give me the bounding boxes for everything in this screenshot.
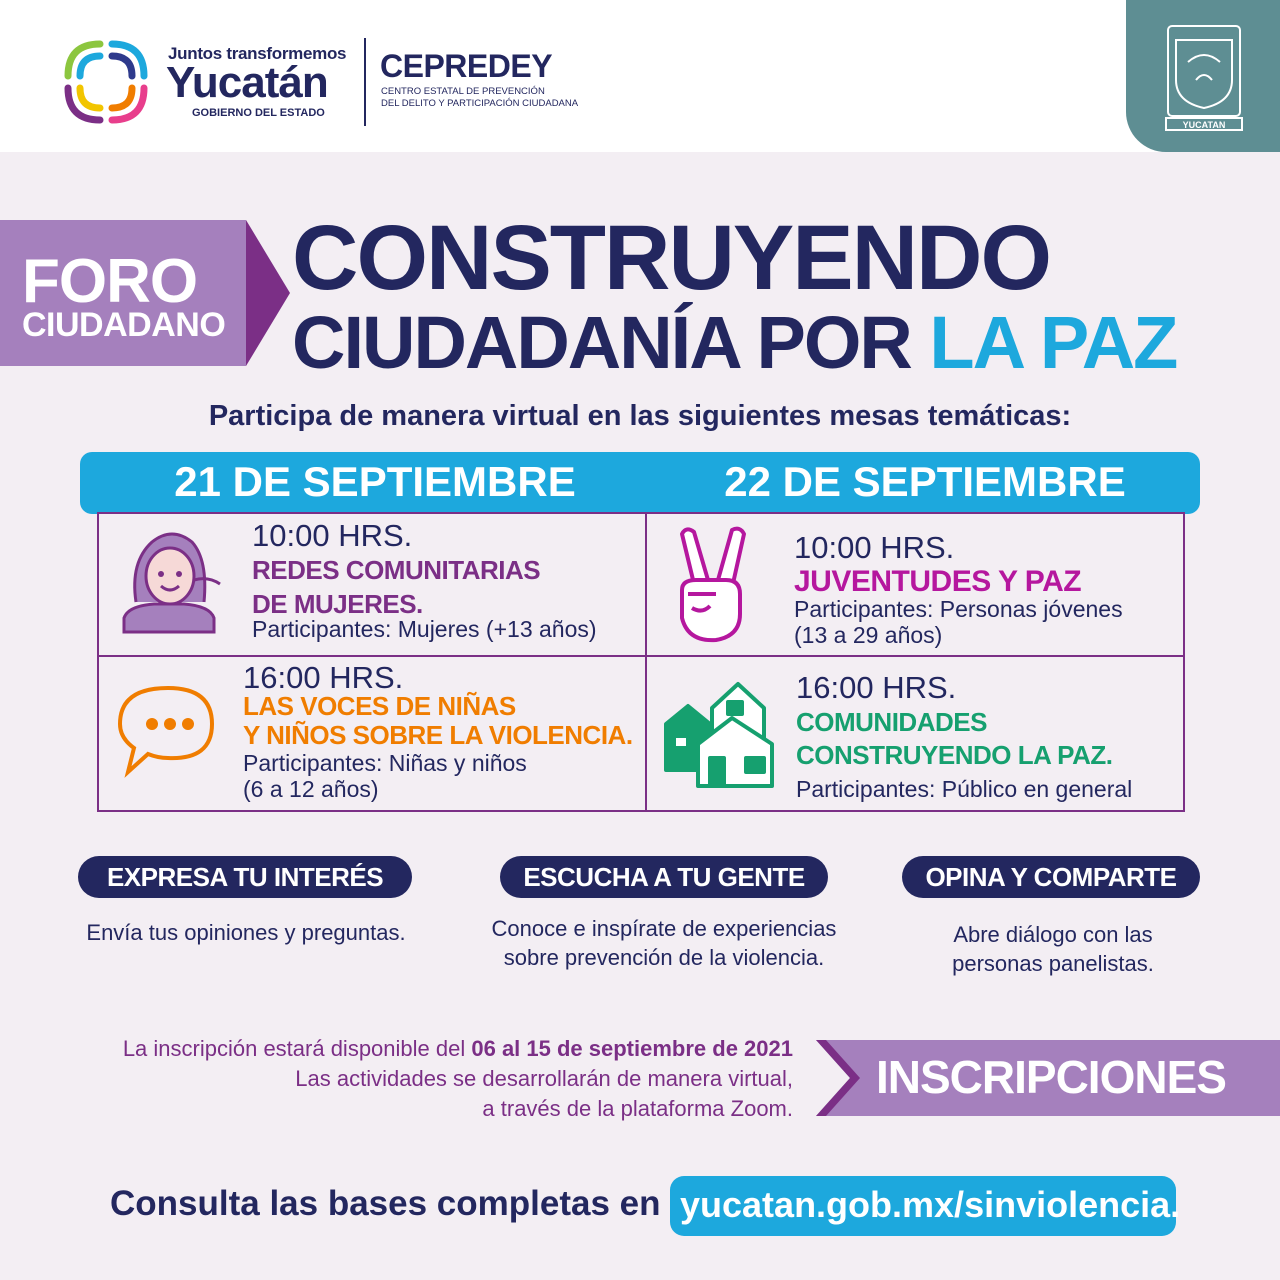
houses-icon (662, 678, 780, 790)
pill-opina: OPINA Y COMPARTE (902, 856, 1200, 898)
pill-escucha-desc-line2: sobre prevención de la violencia. (503, 945, 825, 970)
session2-participants-line1: Participantes: Personas jóvenes (794, 596, 1123, 622)
foro-label: FORO (22, 247, 198, 316)
foro-arrow-shape (246, 220, 290, 366)
session2-participants-line2: (13 a 29 años) (794, 622, 943, 648)
header-divider (364, 38, 366, 126)
title-line1: CONSTRUYENDO (292, 207, 1051, 309)
grid-divider-vertical (645, 512, 647, 812)
session2-time: 10:00 HRS. (794, 530, 955, 565)
speech-bubble-icon (118, 682, 218, 778)
session3-topic-line2: Y NIÑOS SOBRE LA VIOLENCIA. (243, 720, 633, 750)
brand-name: Yucatán (166, 58, 328, 107)
session4-participants: Participantes: Público en general (796, 776, 1133, 802)
registration-line2: Las actividades se desarrollarán de manera virtual, (295, 1066, 793, 1091)
session3-time: 16:00 HRS. (243, 660, 404, 695)
yucatan-logo (60, 36, 152, 128)
title-line2-main: CIUDADANÍA POR (292, 301, 930, 384)
pill-opina-desc-line1: Abre diálogo con las (953, 922, 1153, 947)
registration-dates: 06 al 15 de septiembre de 2021 (471, 1036, 793, 1061)
grid-divider-horizontal (97, 655, 1185, 657)
pill-escucha-desc-line1: Conoce e inspírate de experiencias (491, 916, 837, 941)
brand-tagline: Juntos transformemos (168, 44, 347, 63)
org-full-name-line1: CENTRO ESTATAL DE PREVENCIÓN (381, 86, 545, 97)
inscripciones-button[interactable]: INSCRIPCIONES (876, 1051, 1226, 1103)
peace-hand-icon (672, 524, 756, 644)
state-seal-panel (1126, 0, 1280, 152)
registration-line1 (123, 1036, 793, 1062)
session4-time: 16:00 HRS. (796, 670, 957, 705)
url-link[interactable]: yucatan.gob.mx/sinviolencia. (680, 1184, 1181, 1225)
ciudadano-label: CIUDADANO (22, 306, 226, 344)
pill-expresa: EXPRESA TU INTERÉS (78, 856, 412, 898)
day2-heading: 22 DE SEPTIEMBRE (724, 458, 1126, 505)
pill-opina-desc-line2: personas panelistas. (952, 951, 1154, 976)
session1-participants: Participantes: Mujeres (+13 años) (252, 616, 597, 642)
session1-time: 10:00 HRS. (252, 518, 413, 553)
session1-topic-line1: REDES COMUNITARIAS (252, 555, 541, 585)
registration-line3: a través de la plataforma Zoom. (482, 1096, 793, 1121)
consult-text: Consulta las bases completas en (110, 1184, 661, 1223)
session3-participants-line1: Participantes: Niñas y niños (243, 750, 527, 776)
seal-label: YUCATAN (1182, 120, 1226, 130)
session4-topic-line2: CONSTRUYENDO LA PAZ. (796, 740, 1113, 770)
intro-text: Participa de manera virtual en las siguientes mesas temáticas: (208, 400, 1072, 432)
pill-escucha: ESCUCHA A TU GENTE (500, 856, 828, 898)
session4-topic-line1: COMUNIDADES (796, 707, 987, 737)
pill-expresa-desc: Envía tus opiniones y preguntas. (86, 920, 406, 945)
session3-participants-line2: (6 a 12 años) (243, 776, 379, 802)
org-full-name-line2: DEL DELITO Y PARTICIPACIÓN CIUDADANA (381, 98, 579, 109)
session3-topic-line1: LAS VOCES DE NIÑAS (243, 691, 516, 721)
registration-prefix: La inscripción estará disponible del (122, 1036, 472, 1061)
session2-topic-line1: JUVENTUDES Y PAZ (794, 565, 1082, 598)
session1-topic-line2: DE MUJERES. (252, 589, 423, 619)
state-seal-icon (1126, 0, 1280, 152)
day1-heading: 21 DE SEPTIEMBRE (174, 458, 576, 505)
title-line2-accent: LA PAZ (929, 301, 1177, 384)
woman-icon (116, 524, 228, 636)
org-acronym: CEPREDEY (380, 48, 553, 84)
brand-government: GOBIERNO DEL ESTADO (192, 107, 325, 119)
title-line2 (292, 300, 1176, 385)
